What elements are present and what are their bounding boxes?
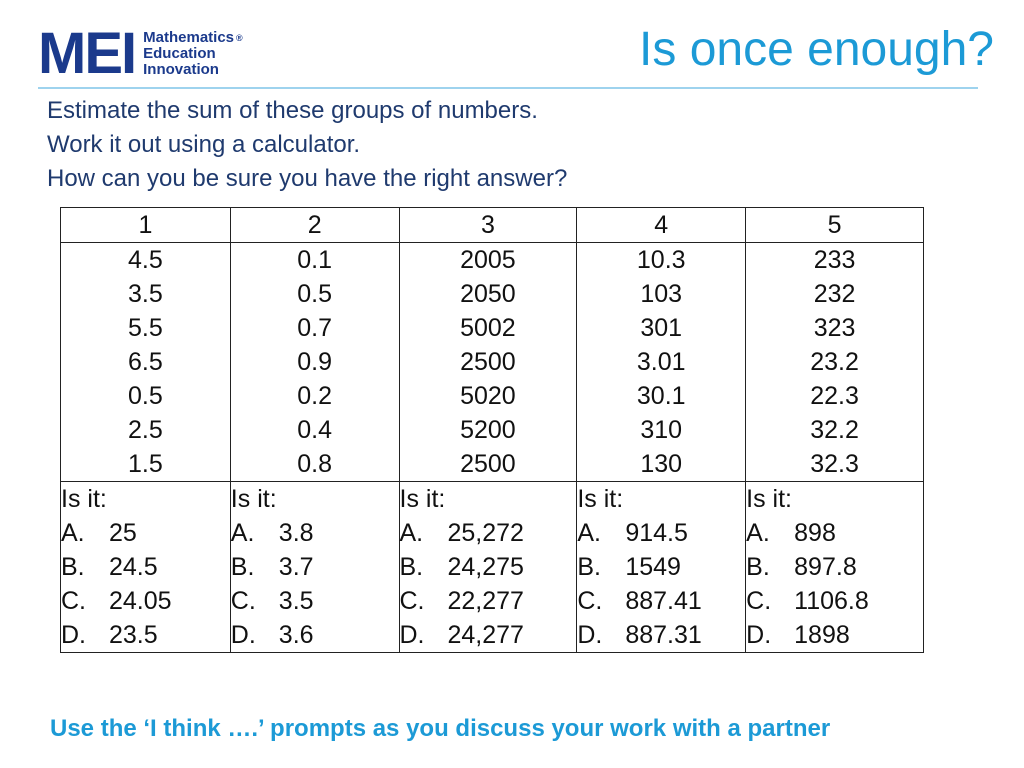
group-4-options xyxy=(577,482,746,653)
option-d xyxy=(231,618,399,652)
group-header: 1 xyxy=(61,208,231,243)
number-cell: 5020 xyxy=(460,382,516,410)
group-2-numbers xyxy=(230,243,399,482)
option-a xyxy=(746,516,923,550)
number-cell: 4.5 xyxy=(128,246,163,274)
discussion-prompt: Use the ‘I think ….’ prompts as you discuss your work with a partner xyxy=(50,715,831,742)
instructions xyxy=(47,94,567,196)
number-cell: 3.01 xyxy=(636,348,686,376)
option-letter: D. xyxy=(230,621,256,649)
number-cell: 0.4 xyxy=(297,416,333,444)
option-c xyxy=(746,584,923,618)
group-5-options xyxy=(746,482,924,653)
option-letter: C. xyxy=(61,587,86,615)
option-letter: C. xyxy=(230,587,256,615)
option-value: 24,277 xyxy=(447,621,524,649)
number-cell: 10.3 xyxy=(636,246,686,274)
registered-mark: ® xyxy=(236,33,243,43)
option-letter: B. xyxy=(61,553,85,581)
option-letter: D. xyxy=(399,621,425,649)
number-cell: 3.5 xyxy=(128,280,163,308)
number-cell: 5200 xyxy=(460,416,516,444)
option-value: 898 xyxy=(794,519,836,547)
group-5-numbers xyxy=(746,243,924,482)
option-value: 23.5 xyxy=(109,621,158,649)
option-c xyxy=(577,584,745,618)
logo-letter-m: M xyxy=(38,21,85,86)
number-cell: 32.2 xyxy=(810,416,859,444)
option-a xyxy=(400,516,577,550)
option-value: 887.41 xyxy=(625,587,702,615)
options-row xyxy=(61,482,924,653)
logo-word-mathematics: Mathematics ® xyxy=(143,29,243,46)
logo-word-education: Education xyxy=(143,45,216,62)
logo-word-innovation: Innovation xyxy=(143,61,219,78)
option-letter: C. xyxy=(746,587,772,615)
option-value: 3.7 xyxy=(278,553,314,581)
number-cell: 301 xyxy=(640,314,683,342)
option-b xyxy=(577,550,745,584)
group-4-numbers xyxy=(577,243,746,482)
option-letter: D. xyxy=(577,621,603,649)
number-cell: 310 xyxy=(640,416,683,444)
number-cell: 30.1 xyxy=(636,382,686,410)
numbers-table xyxy=(60,207,924,653)
option-value: 887.31 xyxy=(625,621,702,649)
option-a xyxy=(61,516,230,550)
option-value: 3.6 xyxy=(278,621,314,649)
number-cell: 6.5 xyxy=(128,348,163,376)
option-d xyxy=(61,618,230,652)
number-cell: 2005 xyxy=(460,246,516,274)
option-letter: A. xyxy=(577,519,601,547)
options-prompt: Is it: xyxy=(61,485,107,513)
group-header: 4 xyxy=(577,208,746,243)
option-value: 25 xyxy=(109,519,137,547)
group-2-options xyxy=(230,482,399,653)
number-cell: 0.5 xyxy=(128,382,163,410)
option-value: 3.8 xyxy=(278,519,314,547)
option-value: 25,272 xyxy=(447,519,524,547)
option-value: 24.5 xyxy=(109,553,158,581)
number-cell: 23.2 xyxy=(810,348,859,376)
page-title: Is once enough? xyxy=(639,23,994,76)
options-prompt: Is it: xyxy=(577,485,624,513)
number-cell: 130 xyxy=(640,450,683,478)
number-cell: 0.5 xyxy=(297,280,333,308)
option-letter: C. xyxy=(399,587,425,615)
number-cell: 103 xyxy=(640,280,683,308)
option-d xyxy=(746,618,923,652)
option-c xyxy=(61,584,230,618)
logo-letter-e: E xyxy=(84,21,122,86)
group-header: 5 xyxy=(746,208,924,243)
numbers-row xyxy=(61,243,924,482)
number-cell: 233 xyxy=(813,246,856,274)
logo-letters xyxy=(38,21,136,86)
number-cell: 32.3 xyxy=(810,450,859,478)
number-cell: 1.5 xyxy=(128,450,163,478)
title-divider xyxy=(38,87,978,89)
option-a xyxy=(231,516,399,550)
number-cell: 2500 xyxy=(460,348,516,376)
header-row xyxy=(61,208,924,243)
options-prompt: Is it: xyxy=(230,485,277,513)
group-3-numbers xyxy=(399,243,577,482)
option-value: 1898 xyxy=(794,621,850,649)
number-cell: 0.2 xyxy=(297,382,333,410)
logo-letter-i: I xyxy=(121,21,136,86)
option-value: 914.5 xyxy=(625,519,688,547)
options-prompt: Is it: xyxy=(746,485,792,513)
option-value: 24,275 xyxy=(447,553,524,581)
logo-wordmark xyxy=(143,30,243,78)
number-cell: 2.5 xyxy=(128,416,163,444)
option-d xyxy=(400,618,577,652)
number-cell: 0.8 xyxy=(297,450,333,478)
option-value: 1106.8 xyxy=(794,587,869,615)
number-cell: 22.3 xyxy=(810,382,859,410)
option-value: 22,277 xyxy=(447,587,524,615)
option-letter: D. xyxy=(61,621,86,649)
option-letter: B. xyxy=(399,553,424,581)
number-cell: 0.9 xyxy=(297,348,333,376)
option-letter: A. xyxy=(399,519,424,547)
group-1-options xyxy=(61,482,231,653)
option-value: 1549 xyxy=(625,553,681,581)
group-header: 2 xyxy=(230,208,399,243)
group-1-numbers xyxy=(61,243,231,482)
group-3-options xyxy=(399,482,577,653)
instruction-line: Work it out using a calculator. xyxy=(47,131,361,158)
option-letter: C. xyxy=(577,587,603,615)
option-b xyxy=(61,550,230,584)
number-cell: 0.7 xyxy=(297,314,333,342)
option-letter: A. xyxy=(746,519,770,547)
number-cell: 323 xyxy=(813,314,856,342)
option-b xyxy=(746,550,923,584)
option-d xyxy=(577,618,745,652)
number-cell: 2500 xyxy=(460,450,516,478)
group-header: 3 xyxy=(399,208,577,243)
option-value: 24.05 xyxy=(109,587,172,615)
option-letter: D. xyxy=(746,621,772,649)
option-letter: A. xyxy=(230,519,255,547)
instruction-line: How can you be sure you have the right answer? xyxy=(47,165,568,192)
option-b xyxy=(231,550,399,584)
option-letter: A. xyxy=(61,519,85,547)
option-letter: B. xyxy=(230,553,255,581)
number-cell: 232 xyxy=(813,280,856,308)
mei-logo xyxy=(38,21,243,86)
instruction-line: Estimate the sum of these groups of numbers. xyxy=(47,97,538,124)
option-value: 3.5 xyxy=(278,587,314,615)
option-c xyxy=(400,584,577,618)
number-cell: 5002 xyxy=(460,314,516,342)
option-letter: B. xyxy=(577,553,601,581)
option-letter: B. xyxy=(746,553,770,581)
options-prompt: Is it: xyxy=(399,485,446,513)
number-cell: 5.5 xyxy=(128,314,163,342)
number-cell: 0.1 xyxy=(297,246,333,274)
option-a xyxy=(577,516,745,550)
option-b xyxy=(400,550,577,584)
number-cell: 2050 xyxy=(460,280,516,308)
option-c xyxy=(231,584,399,618)
option-value: 897.8 xyxy=(794,553,857,581)
